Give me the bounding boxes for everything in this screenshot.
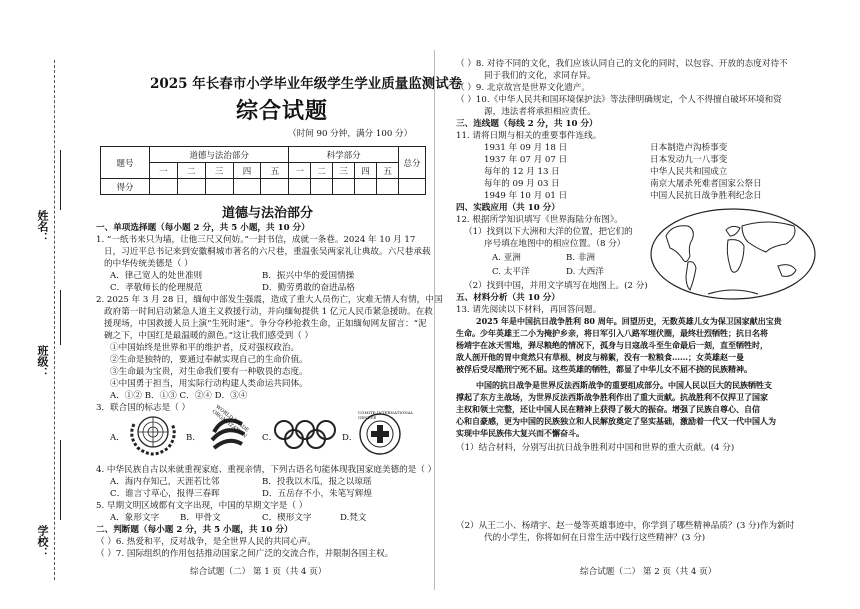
q1-line: 的中华传统美德是（ ） — [104, 259, 193, 269]
q2-options: A．①② B．①③ C．②④ D．③④ — [110, 391, 248, 401]
class-field[interactable] — [60, 290, 61, 345]
s1-title: 一、单项选择题（每小题 2 分，共 5 小题，共 10 分） — [96, 223, 310, 233]
score-cell[interactable] — [261, 179, 289, 195]
col-header: 二 — [311, 163, 333, 179]
col-header: 二 — [177, 163, 205, 179]
q5-option: A．象形文字 — [110, 513, 160, 523]
material-line: 被俘后受尽酷刑宁死不屈。这些英雄的牺牲，都显了中华儿女不屈不挠的民族精神。 — [456, 364, 752, 374]
q2-line: 政府第一时间启动紧急人道主义救援行动，并向缅甸提供 1 亿元人民币紧急援助。在救 — [104, 307, 433, 317]
q13-2-line: 代的小学生，你将如何在日常生活中践行这些精神？(3 分) — [484, 533, 706, 543]
q13-1-answer-area[interactable] — [456, 456, 836, 516]
q2-item: ①中国始终是世界和平的维护者，反对强权政治。 — [110, 343, 300, 353]
q1-option: B．振兴中华的爱国情操 — [262, 271, 355, 281]
s3-title: 三、连线题（每线 2 分，共 10 分） — [456, 119, 598, 129]
q2-line: 2. 2025 年 3 月 28 日，缅甸中部发生强震，造成了重大人员伤亡，灾难无情人有情，中国 — [96, 295, 443, 305]
q3-text: 3．联合国的标志是（ ） — [96, 403, 191, 413]
date-item[interactable]: 1931 年 09 月 18 日 — [484, 143, 568, 153]
q6-text: （ ）6. 热爱和平，反对战争，是全世界人民的共同心声。 — [96, 537, 316, 547]
q2-line: 碗之下，中国红是最温暖的颜色。”这让我们感受到（ ） — [104, 331, 314, 341]
binding-margin — [0, 0, 70, 609]
score-cell[interactable] — [150, 179, 178, 195]
q8-line: 同于我们的文化，求同存异。 — [484, 71, 596, 81]
q4-option: B．投我以木瓜，报之以琼瑶 — [262, 477, 372, 487]
event-item[interactable]: 中国人民抗日战争胜利纪念日 — [650, 191, 762, 201]
date-item[interactable]: 每年的 12 月 13 日 — [484, 167, 560, 177]
q1-option: C．孝敬师长的伦理规范 — [110, 283, 203, 293]
q5-option: B．甲骨文 — [180, 513, 221, 523]
q12-text: 12. 根据所学知识填写《世界海陆分布图》。 — [456, 215, 623, 225]
group-morality: 道德与法治部分 — [150, 147, 289, 163]
q12-option: B. 非洲 — [566, 253, 595, 263]
q1-line: 日，习近平总书记来到安徽桐城市著名的六尺巷，重温张吴两家礼让典故。六尺巷承载 — [104, 247, 431, 257]
q7-text: （ ）7. 国际组织的作用包括推动国家之间广泛的交流合作，并限制各国主权。 — [96, 549, 394, 559]
q2-item: ②生命是独特的，要通过奉献实现自己的生命价值。 — [110, 355, 308, 365]
q13-1-text: （1）结合材料，分别写出抗日战争胜利对中国和世界的重大贡献。(4 分) — [456, 443, 735, 453]
time-note: （时间 90 分钟，满分 100 分） — [288, 129, 413, 139]
material2-line: 实现中华民族伟大复兴而不懈奋斗。 — [456, 428, 584, 438]
material2-line: 心和自豪感，更为中国的民族独立和人民解放奠定了坚实基础，激励着一代又一代中国人为 — [456, 416, 776, 426]
school-field[interactable] — [60, 440, 61, 520]
score-cell[interactable] — [289, 179, 311, 195]
score-cell[interactable] — [376, 179, 398, 195]
event-item[interactable]: 中华人民共和国成立 — [650, 167, 728, 177]
col-header: 四 — [233, 163, 261, 179]
q13-text: 13. 请先阅读以下材料，再回答问题。 — [456, 305, 602, 315]
q2-item: ④中国勇于担当，用实际行动构建人类命运共同体。 — [110, 379, 308, 389]
q1-option: D．勤劳勇敢的奋进品格 — [262, 283, 355, 293]
row-label-number: 题号 — [101, 147, 150, 179]
q4-option: A．海内存知己，天涯若比邻 — [110, 477, 220, 487]
q12-option: C. 太平洋 — [492, 267, 530, 277]
q12-option: D. 大西洋 — [566, 267, 604, 277]
name-label: 姓名： — [36, 210, 49, 243]
material-line: 生命。少年英雄王二小为掩护乡亲，将日军引入八路军埋伏圈，最终壮烈牺牲；抗日名将 — [456, 328, 768, 338]
q13-2-line: （2）从王二小、杨靖宇、赵一曼等英雄事迹中，你学到了哪些精神品质？(3 分)作为新时 — [456, 521, 795, 531]
q3-option: B． — [186, 433, 201, 443]
q12-1-line: 序号填在地图中的相应位置。（8 分） — [484, 239, 626, 249]
q4-option: D．五岳存不小，朱笔写辉煌 — [262, 489, 373, 499]
col-header: 一 — [289, 163, 311, 179]
q12-1-line: （1）找到以下大洲和大洋的位置，把它们的 — [464, 227, 633, 237]
score-cell[interactable] — [399, 179, 426, 195]
q5-text: 5. 早期文明区域都有文字出现，中国的早期文字是（ ） — [96, 501, 308, 511]
q1-option: A．律己宽人的处世准则 — [110, 271, 203, 281]
q2-line: 援现场，中国救援人员上演“生死时速”。争分夺秒抢救生命，正如缅甸网友留言：“泥 — [104, 319, 427, 329]
material-line: 杨靖宇在冰天雪地，弹尽粮绝的情况下，孤身与日寇战斗至生命最后一刻，直至牺牲时， — [456, 340, 768, 350]
icrc-emblem-icon — [352, 410, 414, 458]
material2-line: 撑起了东方主战场，为世界反法西斯战争胜利作出了重大贡献。抗战胜利不仅捍卫了国家 — [456, 392, 768, 402]
total-header: 总分 — [399, 147, 426, 179]
event-item[interactable]: 日本发动九一八事变 — [650, 155, 728, 165]
q8-line: （ ）8. 对待不同的文化，我们应该认同自己的文化的同时，以包容、开放的态度对待不 — [456, 59, 788, 69]
date-item[interactable]: 1949 年 10 月 01 日 — [484, 191, 568, 201]
world-map[interactable] — [648, 206, 818, 302]
col-header: 三 — [205, 163, 233, 179]
icrc-emblem-text: COMITE INTERNATIONAL GENEVE — [358, 410, 414, 420]
page-footer-right: 综合试题（二） 第 2 页（共 4 页） — [580, 567, 717, 577]
col-header: 五 — [261, 163, 289, 179]
score-cell[interactable] — [311, 179, 333, 195]
s2-title: 二、判断题（每小题 2 分，共 5 小题，共 10 分） — [96, 525, 293, 535]
score-cell[interactable] — [355, 179, 377, 195]
q11-text: 11. 请将日期与相关的重要事件连线。 — [456, 131, 602, 141]
date-item[interactable]: 每年的 09 月 03 日 — [484, 179, 560, 189]
date-item[interactable]: 1937 年 07 月 07 日 — [484, 155, 568, 165]
q4-option: C．谁言寸草心，报得三春晖 — [110, 489, 220, 499]
exam-title: 2025 年长春市小学毕业年级学生学业质量监测试卷 — [150, 76, 463, 92]
olympic-rings-icon — [270, 410, 340, 458]
name-field[interactable] — [60, 150, 61, 210]
q3-option: C． — [262, 433, 278, 443]
material2-line: 中国的抗日战争是世界反法西斯战争的重要组成部分。中国人民以巨大的民族牺牲支 — [476, 380, 772, 390]
col-header: 一 — [150, 163, 178, 179]
q1-line: 1. “一纸书来只为墙，让他三尺又何妨。”一封书信，成就一条巷。2024 年 10 月 17 — [96, 235, 416, 245]
q12-2-text: （2）找到中国，并用文字填写在地图上。(2 分) — [464, 281, 648, 291]
q5-option: C．楔形文字 — [262, 513, 312, 523]
subject-title: 综合试题 — [236, 98, 329, 124]
event-item[interactable]: 日本制造卢沟桥事变 — [650, 143, 728, 153]
material-line: 2025 年是中国抗日战争胜利 80 周年。回望历史，无数英雄儿女为保卫国家献出宝贵 — [476, 316, 782, 326]
s4-title: 四、实践应用（共 10 分） — [456, 203, 560, 213]
event-item[interactable]: 南京大屠杀死难者国家公祭日 — [650, 179, 762, 189]
class-label: 班级： — [36, 345, 49, 378]
un-emblem-icon — [122, 410, 184, 458]
col-header: 五 — [376, 163, 398, 179]
q5-option: D.梵文 — [340, 513, 367, 523]
s5-title: 五、材料分析（共 10 分） — [456, 293, 560, 303]
school-label: 学校： — [36, 525, 49, 558]
material-line: 敌人剖开他的胃中竟然只有草根、树皮与棉絮，没有一粒粮食……；女英雄赵一曼 — [456, 352, 744, 362]
score-cell[interactable] — [333, 179, 355, 195]
q10-line: （ ）10.《中华人民共和国环境保护法》等法律明确规定，个人不得擅自破坏环境和资 — [456, 95, 782, 105]
score-cell[interactable] — [205, 179, 233, 195]
row-label-score: 得分 — [101, 179, 150, 195]
section-title: 道德与法治部分 — [222, 206, 314, 221]
q2-item: ③生命最为宝贵，对生命我们要有一种敬畏的态度。 — [110, 367, 308, 377]
group-science: 科学部分 — [289, 147, 399, 163]
q10-line: 源，违法者将承担相应责任。 — [484, 107, 596, 117]
score-table — [100, 146, 426, 195]
wto-logo-icon — [196, 404, 258, 458]
q12-option: A. 亚洲 — [492, 253, 521, 263]
col-header: 四 — [355, 163, 377, 179]
col-header: 三 — [333, 163, 355, 179]
binding-line — [54, 60, 55, 580]
page-footer-left: 综合试题（二） 第 1 页（共 4 页） — [190, 567, 327, 577]
wto-logo-text: WORLD TRADE ORGANIZATION — [210, 404, 250, 440]
score-cell[interactable] — [177, 179, 205, 195]
material2-line: 主权和领土完整，还让中国人民在精神上获得了极大的振奋。增强了民族自尊心、自信 — [456, 404, 760, 414]
q9-text: （ ）9. 北京故宫是世界文化遗产。 — [456, 83, 590, 93]
q3-option: D． — [342, 433, 358, 443]
q3-option: A． — [110, 433, 125, 443]
page-divider — [434, 50, 435, 590]
q4-text: 4. 中华民族自古以来就重视家庭、重视亲情，下列古语名句能体现我国家庭美德的是（ ） — [96, 465, 437, 475]
score-cell[interactable] — [233, 179, 261, 195]
